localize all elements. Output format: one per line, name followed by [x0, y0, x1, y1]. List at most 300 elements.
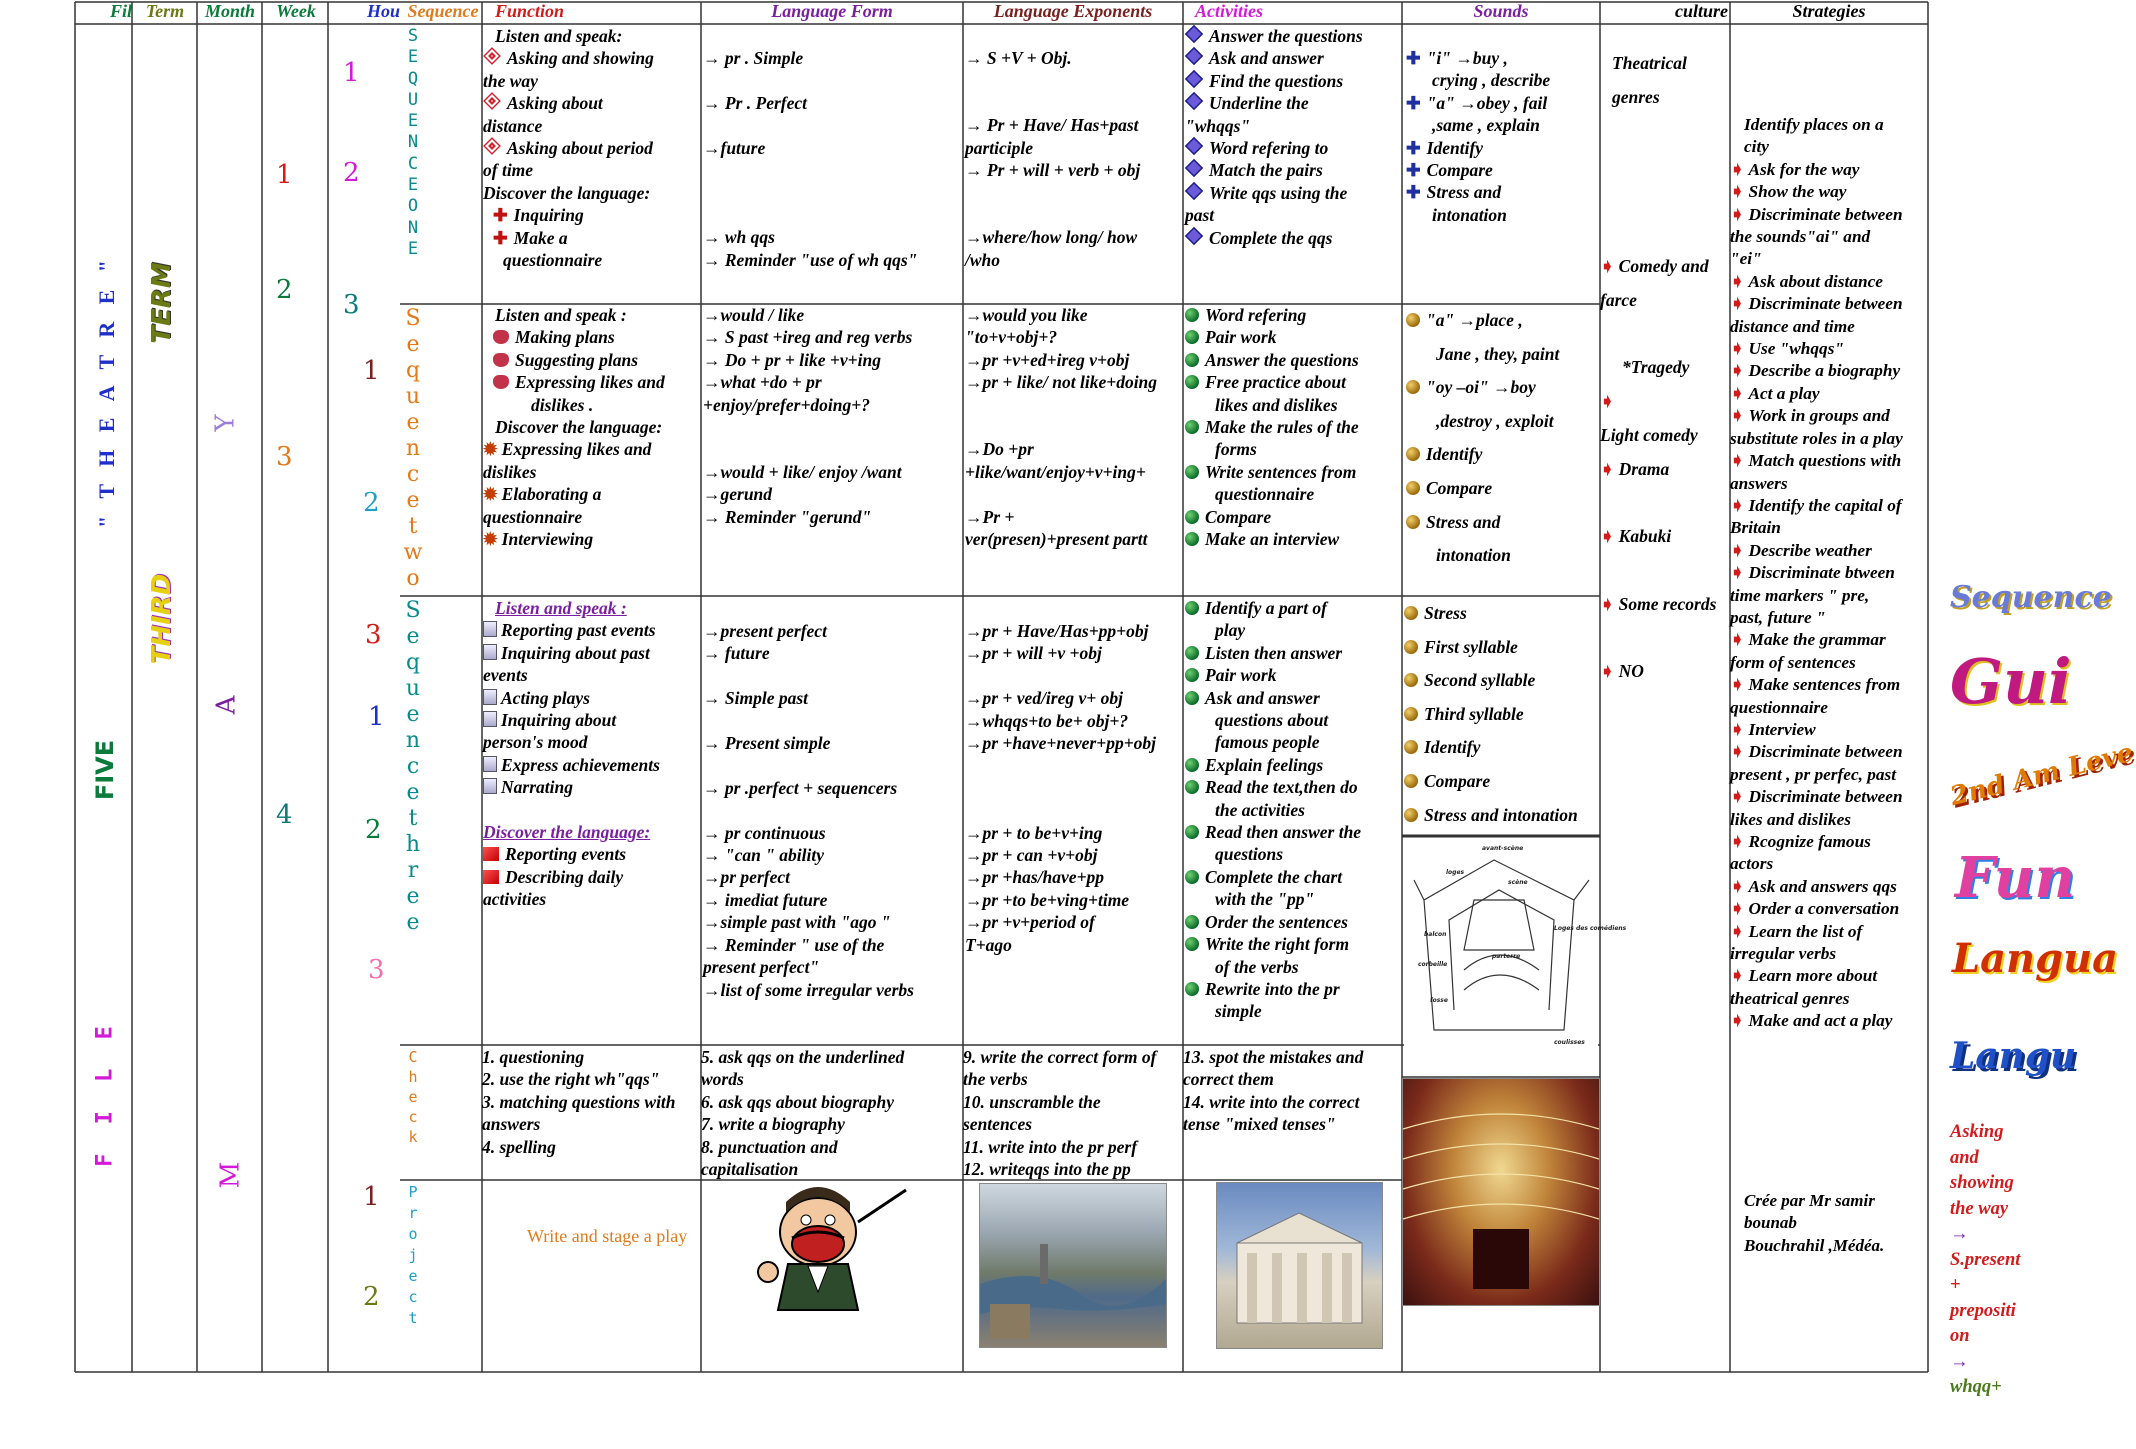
- ball-bullet-icon: [1406, 313, 1420, 327]
- plan-label: loges: [1446, 869, 1465, 876]
- activity-line: the activities: [1215, 799, 1305, 820]
- diamond-bullet-icon: [1185, 47, 1203, 65]
- hour-s1-1: 1: [343, 58, 360, 88]
- note-line: showing: [1950, 1173, 2014, 1193]
- sequence-letter: C: [407, 153, 419, 174]
- text-line: Discover the language:: [483, 822, 651, 843]
- text-line: Asking and showing: [483, 47, 700, 69]
- globe-bullet-icon: [1185, 532, 1199, 546]
- week-3: 3: [276, 442, 293, 472]
- text-line: Listen and speak:: [495, 26, 623, 46]
- strategy-intro-line: city: [1744, 137, 1769, 157]
- ball-bullet-icon: [1404, 808, 1418, 822]
- activity-line: Write qqs using the: [1185, 182, 1400, 204]
- form-line: → wh qqs: [703, 227, 775, 248]
- arrow-bullet-icon: ➧: [1730, 1011, 1745, 1031]
- exponent-line: [965, 69, 1181, 91]
- arrow-bullet-icon: ➧: [1730, 204, 1745, 224]
- exponent-line: [965, 181, 1181, 203]
- check-line: 6. ask qqs about biography: [701, 1091, 895, 1112]
- opera-interior-image: [1402, 1078, 1600, 1306]
- sequence-letter: n: [405, 728, 421, 753]
- globe-bullet-icon: [1185, 982, 1199, 996]
- form-line: [703, 438, 961, 460]
- exponent-line: [965, 483, 1181, 505]
- strategy-line: ➧ Make and act a play: [1730, 1011, 1893, 1031]
- sound-line: ,destroy , exploit: [1436, 410, 1554, 431]
- activity-line: Complete the chart: [1185, 866, 1400, 888]
- ball-bullet-icon: [1406, 481, 1420, 495]
- s2-function: [483, 304, 700, 550]
- culture-line: [1600, 486, 1730, 520]
- sequence-letter: E: [407, 47, 419, 68]
- activity-line: simple: [1215, 1001, 1262, 1022]
- header-activities: Activities: [1195, 1, 1263, 21]
- culture-line: [1600, 317, 1730, 351]
- check-line: 12. writeqqs into the pp: [963, 1159, 1131, 1180]
- activity-line: Write the right form: [1185, 933, 1400, 955]
- check-line: 8. punctuation and: [701, 1136, 838, 1157]
- sequence-letter: e: [406, 488, 420, 513]
- flower-bullet-icon: [493, 375, 509, 389]
- sound-line: Compare: [1406, 472, 1598, 506]
- exponent-line: →where/how long/ how: [965, 227, 1138, 248]
- globe-bullet-icon: [1185, 915, 1199, 929]
- theatre-facade-image: [1216, 1182, 1383, 1349]
- header-language-form: Language Form: [771, 1, 893, 21]
- globe-bullet-icon: [1185, 825, 1199, 839]
- text-line: questionnaire: [483, 506, 583, 527]
- activity-line: Make an interview: [1185, 528, 1400, 550]
- text-line: Suggesting plans: [483, 349, 700, 371]
- red-square-bullet-icon: [483, 870, 499, 884]
- theatre-plan-image: [1404, 840, 1627, 1050]
- sound-line: Second syllable: [1404, 664, 1600, 698]
- arrow-bullet-icon: ➧: [1730, 876, 1745, 896]
- exponent-line: [965, 777, 1181, 799]
- text-line: Describing daily: [483, 866, 700, 888]
- week-2: 2: [276, 275, 293, 305]
- exponent-line: →whqqs+to be+ obj+?: [965, 710, 1129, 731]
- exponent-line: →Pr +: [965, 506, 1015, 527]
- form-line: → Do + pr + like +v+ing: [703, 349, 881, 370]
- header-sounds: Sounds: [1473, 1, 1529, 21]
- right-margin-note: [1950, 1120, 2048, 1401]
- document-bullet-icon: [483, 711, 497, 727]
- s3-activities: [1185, 597, 1400, 1023]
- header-function: Function: [495, 1, 565, 21]
- culture-line: ➧ Kabuki: [1600, 526, 1672, 547]
- sequence-letter: U: [407, 89, 419, 110]
- text-line: events: [483, 665, 528, 686]
- sequence-letter: c: [408, 1288, 418, 1306]
- exponent-line: →pr +v+ed+ireg v+obj: [965, 349, 1130, 370]
- globe-bullet-icon: [1185, 870, 1199, 884]
- activity-line: Find the questions: [1185, 70, 1400, 92]
- strategy-line: ➧ Interview: [1730, 719, 1816, 739]
- arrow-bullet-icon: ➧: [1730, 742, 1745, 762]
- culture-line: Theatrical: [1612, 53, 1687, 73]
- globe-bullet-icon: [1185, 375, 1199, 389]
- culture-line: [1600, 148, 1730, 182]
- wordart-sequence: Sequence: [1950, 580, 2112, 615]
- note-line: S.present: [1950, 1249, 2021, 1270]
- hour-s3-2: 2: [365, 815, 382, 845]
- s2-sounds: [1406, 304, 1598, 573]
- activity-line: forms: [1215, 439, 1257, 460]
- header-sequence: Sequence: [407, 1, 479, 21]
- strategy-line: ➧ Ask for the way: [1730, 159, 1860, 179]
- sequence-letter: h: [405, 832, 421, 857]
- ball-bullet-icon: [1404, 774, 1418, 788]
- exponent-line: →pr + can +v+obj: [965, 845, 1098, 866]
- sequence-letter: E: [407, 111, 419, 132]
- sound-line: Compare: [1404, 765, 1600, 799]
- exponent-line: →pr +has/have+pp: [965, 867, 1105, 888]
- ball-bullet-icon: [1404, 640, 1418, 654]
- form-line: [703, 114, 961, 136]
- s1-activities: [1185, 25, 1400, 249]
- strategy-line: Britain: [1730, 518, 1781, 538]
- strategy-line: present , pr perfec, past: [1730, 764, 1897, 784]
- text-line: ✚ Inquiring: [493, 205, 584, 226]
- text-line: Reporting past events: [483, 619, 700, 641]
- check-line: 1. questioning: [482, 1047, 585, 1067]
- arrow-bullet-icon: ➧: [1600, 593, 1615, 614]
- sound-line: "a" →place ,: [1406, 304, 1598, 338]
- arrow-bullet-icon: ➧: [1730, 383, 1745, 403]
- text-line: questionnaire: [503, 250, 603, 271]
- sound-line: intonation: [1432, 204, 1507, 225]
- s2-language-exponents: [965, 304, 1181, 550]
- exponent-line: [965, 799, 1181, 821]
- strategy-line: ➧ Match questions with: [1730, 451, 1902, 471]
- text-line: ✹ Interviewing: [483, 529, 594, 550]
- arrow-bullet-icon: ➧: [1730, 787, 1745, 807]
- culture-line: ➧ Drama: [1600, 458, 1670, 479]
- exponent-line: →pr + will +v +obj: [965, 643, 1102, 664]
- flower-bullet-icon: [493, 330, 509, 344]
- text-line: distance: [483, 115, 543, 136]
- culture-list: [1600, 47, 1730, 689]
- wordart-language: Langua: [1952, 935, 2119, 982]
- ball-bullet-icon: [1406, 447, 1420, 461]
- form-line: → Present simple: [703, 733, 831, 754]
- exponent-line: participle: [965, 137, 1034, 158]
- plus-bullet-icon: ✚: [1406, 160, 1421, 181]
- activity-line: Complete the qqs: [1185, 227, 1400, 249]
- form-line: →pr perfect: [703, 867, 790, 888]
- sound-line: intonation: [1436, 545, 1511, 566]
- note-line: →: [1950, 1224, 1969, 1244]
- text-line: of time: [483, 160, 534, 181]
- activity-line: famous people: [1215, 732, 1320, 753]
- sound-line: crying , describe: [1432, 70, 1551, 91]
- text-line: ✹ Elaborating a: [483, 484, 602, 505]
- culture-line: [1600, 182, 1730, 216]
- form-line: [703, 665, 961, 687]
- diamond-bullet-icon: [1185, 92, 1203, 110]
- strategy-line: ➧ Order a conversation: [1730, 899, 1900, 919]
- strategy-line: ➧ Make the grammar: [1730, 630, 1886, 650]
- text-line: Discover the language:: [495, 417, 663, 438]
- strategy-line: ➧ Rcognize famous: [1730, 832, 1871, 851]
- check-1: [482, 1046, 700, 1158]
- exponent-line: [965, 665, 1181, 687]
- text-line: dislikes: [483, 461, 537, 482]
- exponent-line: →pr + ved/ireg v+ obj: [965, 688, 1123, 709]
- term-word: TERM: [147, 262, 177, 344]
- note-line: +: [1950, 1275, 1961, 1295]
- form-line: → "can " ability: [703, 845, 825, 866]
- document-bullet-icon: [483, 756, 497, 772]
- activity-line: Pair work: [1185, 664, 1400, 686]
- exponent-line: +like/want/enjoy+v+ing+: [965, 461, 1146, 482]
- sequence-letter: n: [405, 436, 421, 461]
- text-line: Narrating: [483, 776, 700, 798]
- text-line: Listen and speak :: [495, 305, 627, 325]
- form-line: [703, 799, 961, 821]
- strategy-line: past, future ": [1730, 607, 1826, 627]
- activity-line: Identify a part of: [1185, 597, 1400, 619]
- s1-function: [483, 25, 700, 271]
- check-line: 2. use the right wh"qqs": [482, 1069, 660, 1090]
- note-line: prepositi: [1950, 1300, 2016, 1321]
- plan-label: Loges des comédiens: [1554, 925, 1627, 932]
- arrow-bullet-icon: ➧: [1600, 255, 1615, 276]
- ball-bullet-icon: [1404, 606, 1418, 620]
- activity-line: Pair work: [1185, 326, 1400, 348]
- text-line: Reporting events: [483, 843, 700, 865]
- arrow-bullet-icon: ➧: [1600, 661, 1615, 682]
- sequence-letter: e: [406, 884, 420, 909]
- activity-line: past: [1185, 205, 1215, 226]
- activity-line: Write sentences from: [1185, 461, 1400, 483]
- s2-activities: [1185, 304, 1400, 550]
- form-line: → pr .perfect + sequencers: [703, 777, 898, 798]
- diamond-bullet-icon: [1185, 159, 1203, 177]
- check-line: 3. matching questions with: [482, 1091, 676, 1112]
- activity-line: Answer the questions: [1185, 349, 1400, 371]
- check-line: the verbs: [963, 1069, 1028, 1090]
- red-diamond-icon: [483, 92, 501, 110]
- check-line: 10. unscramble the: [963, 1091, 1101, 1112]
- activity-line: "whqqs": [1185, 115, 1251, 136]
- culture-line: ➧ Some records: [1600, 593, 1717, 614]
- plus-bullet-icon: ✚: [1406, 137, 1421, 158]
- sequence-letter: C: [408, 1048, 418, 1066]
- culture-line: [1600, 385, 1730, 419]
- arrow-bullet-icon: ➧: [1730, 675, 1745, 695]
- sequence-letter: w: [403, 540, 423, 565]
- activity-line: questions about: [1215, 710, 1329, 731]
- sequence-three-label: [403, 598, 423, 936]
- sequence-letter: t: [408, 806, 418, 831]
- activity-line: Match the pairs: [1185, 159, 1400, 181]
- text-line: dislikes .: [531, 394, 594, 415]
- globe-bullet-icon: [1185, 510, 1199, 524]
- form-line: →simple past with "ago ": [703, 912, 891, 933]
- culture-line: [1600, 622, 1730, 656]
- arrow-bullet-icon: ➧: [1730, 630, 1745, 650]
- globe-bullet-icon: [1185, 668, 1199, 682]
- strategy-line: form of sentences: [1730, 652, 1856, 672]
- sequence-letter: E: [407, 238, 419, 259]
- plan-label: fosse: [1430, 997, 1448, 1004]
- note-line: on: [1950, 1326, 1970, 1346]
- check-line: answers: [482, 1114, 541, 1135]
- star-bullet-icon: ✹: [483, 439, 498, 460]
- check-2: [701, 1046, 962, 1180]
- strategy-line: ➧ Use "whqqs": [1730, 339, 1845, 359]
- activity-line: Order the sentences: [1185, 911, 1400, 933]
- strategy-line: time markers " pre,: [1730, 585, 1870, 605]
- ball-bullet-icon: [1404, 707, 1418, 721]
- arrow-bullet-icon: ➧: [1730, 182, 1745, 202]
- form-line: →list of some irregular verbs: [703, 979, 914, 1000]
- form-line: → Pr . Perfect: [703, 92, 807, 113]
- arrow-bullet-icon: ➧: [1730, 921, 1745, 941]
- sequence-letter: e: [408, 1267, 418, 1285]
- diamond-bullet-icon: [1185, 137, 1203, 155]
- arrow-bullet-icon: ➧: [1730, 294, 1745, 314]
- sequence-letter: e: [406, 332, 420, 357]
- star-bullet-icon: ✹: [483, 484, 498, 505]
- arrow-bullet-icon: ➧: [1730, 540, 1745, 560]
- arrow-bullet-icon: ➧: [1730, 159, 1745, 179]
- week-4: 4: [276, 800, 293, 830]
- check-line: 7. write a biography: [701, 1114, 845, 1135]
- globe-bullet-icon: [1185, 780, 1199, 794]
- strategy-line: ➧ Show the way: [1730, 182, 1847, 202]
- exponent-line: →pr +v+period of: [965, 912, 1095, 933]
- strategy-line: "ei": [1730, 249, 1762, 269]
- cartoon-actor-image: [738, 1182, 910, 1312]
- culture-line: [1600, 554, 1730, 588]
- strategy-line: questionnaire: [1730, 697, 1828, 717]
- hour-s3-1: 1: [368, 702, 385, 732]
- form-line: [703, 159, 961, 181]
- hour-p-2: 2: [363, 1282, 380, 1312]
- globe-bullet-icon: [1185, 758, 1199, 772]
- sound-line: Stress and: [1406, 506, 1598, 540]
- sequence-letter: q: [405, 358, 421, 383]
- culture-line: [1600, 216, 1730, 250]
- credit-line: Bouchrahil ,Médéa.: [1744, 1235, 1885, 1255]
- text-line: Making plans: [483, 326, 700, 348]
- s3-function: [483, 597, 700, 911]
- globe-bullet-icon: [1185, 420, 1199, 434]
- sequence-letter: h: [408, 1068, 418, 1086]
- arrow-bullet-icon: ➧: [1730, 451, 1745, 471]
- activity-line: likes and dislikes: [1215, 394, 1338, 415]
- sound-line: ✚ "a" →obey , fail: [1406, 92, 1548, 113]
- hour-s1-3: 3: [343, 290, 360, 320]
- strategy-line: ➧ Ask and answers qqs: [1730, 876, 1897, 896]
- note-line: →: [1950, 1351, 1969, 1372]
- sequence-letter: O: [407, 196, 419, 217]
- culture-line: [1600, 115, 1730, 149]
- exponent-line: → S +V + Obj.: [965, 48, 1072, 68]
- term-ordinal: THIRD: [147, 573, 177, 665]
- form-line: → Simple past: [703, 688, 809, 709]
- strategy-line: ➧ Learn the list of: [1730, 921, 1863, 941]
- month-letter-y: Y: [210, 414, 241, 432]
- project-text: Write and stage a play: [527, 1226, 688, 1246]
- sequence-letter: e: [408, 1088, 418, 1106]
- diamond-bullet-icon: [1185, 182, 1203, 200]
- strategy-line: ➧ Discriminate btween: [1730, 563, 1895, 583]
- sequence-letter: N: [407, 132, 419, 153]
- plan-label: balcon: [1424, 931, 1447, 938]
- diamond-bullet-icon: [1185, 25, 1203, 43]
- text-line: ✹ Expressing likes and: [483, 439, 652, 460]
- globe-bullet-icon: [1185, 646, 1199, 660]
- sound-line: ✚ "i" →buy ,: [1406, 48, 1508, 68]
- text-line: Inquiring about past: [483, 642, 700, 664]
- sequence-letter: E: [407, 175, 419, 196]
- sequence-letter: o: [408, 1225, 418, 1243]
- text-line: Listen and speak :: [495, 598, 627, 618]
- plan-label: scène: [1508, 879, 1528, 886]
- sequence-letter: P: [408, 1183, 418, 1201]
- activity-line: questionnaire: [1215, 484, 1315, 505]
- sound-line: ✚ Stress and: [1406, 182, 1502, 203]
- project-label: [403, 1182, 423, 1329]
- strategy-line: ➧ Ask about distance: [1730, 271, 1883, 291]
- plus-bullet-icon: ✚: [1406, 92, 1421, 113]
- hour-s3-3b: 3: [368, 955, 385, 985]
- sequence-letter: q: [405, 650, 421, 675]
- strategy-intro-line: Identify places on a: [1744, 115, 1884, 134]
- activity-line: Free practice about: [1185, 371, 1400, 393]
- arrow-bullet-icon: ➧: [1730, 271, 1745, 291]
- form-line: → future: [703, 643, 770, 664]
- activity-line: Word refering to: [1185, 137, 1400, 159]
- form-line: →would / like: [703, 305, 805, 325]
- s1-language-form: [703, 47, 961, 271]
- activity-line: of the verbs: [1215, 956, 1299, 977]
- red-diamond-icon: [483, 137, 501, 155]
- sequence-letter: c: [406, 462, 420, 487]
- sound-line: Jane , they, paint: [1436, 343, 1560, 364]
- text-line: Asking about period: [483, 137, 700, 159]
- arrow-bullet-icon: ➧: [1600, 526, 1615, 547]
- text-line: ✚ Make a: [493, 227, 568, 248]
- sequence-two-label: [403, 306, 423, 592]
- sound-line: Identify: [1406, 438, 1598, 472]
- star-bullet-icon: ✹: [483, 529, 498, 550]
- sequence-letter: N: [407, 217, 419, 238]
- sequence-letter: c: [406, 754, 420, 779]
- check-line: 9. write the correct form of: [963, 1047, 1157, 1067]
- header-month: Month: [204, 1, 256, 21]
- form-line: → Reminder "use of wh qqs": [703, 249, 918, 270]
- strategy-line: the sounds"ai" and: [1730, 227, 1871, 247]
- activity-line: Read the text,then do: [1185, 776, 1400, 798]
- sound-line: ✚ Identify: [1406, 137, 1484, 158]
- flower-bullet-icon: [493, 353, 509, 367]
- activity-line: Underline the: [1185, 92, 1400, 114]
- form-line: [703, 69, 961, 91]
- sequence-letter: t: [408, 1309, 418, 1327]
- globe-bullet-icon: [1185, 937, 1199, 951]
- activity-line: Read then answer the: [1185, 821, 1400, 843]
- check-line: capitalisation: [701, 1159, 799, 1180]
- strategy-line: ➧ Make sentences from: [1730, 675, 1901, 695]
- sequence-letter: S: [405, 306, 421, 331]
- strategy-line: distance and time: [1730, 316, 1855, 336]
